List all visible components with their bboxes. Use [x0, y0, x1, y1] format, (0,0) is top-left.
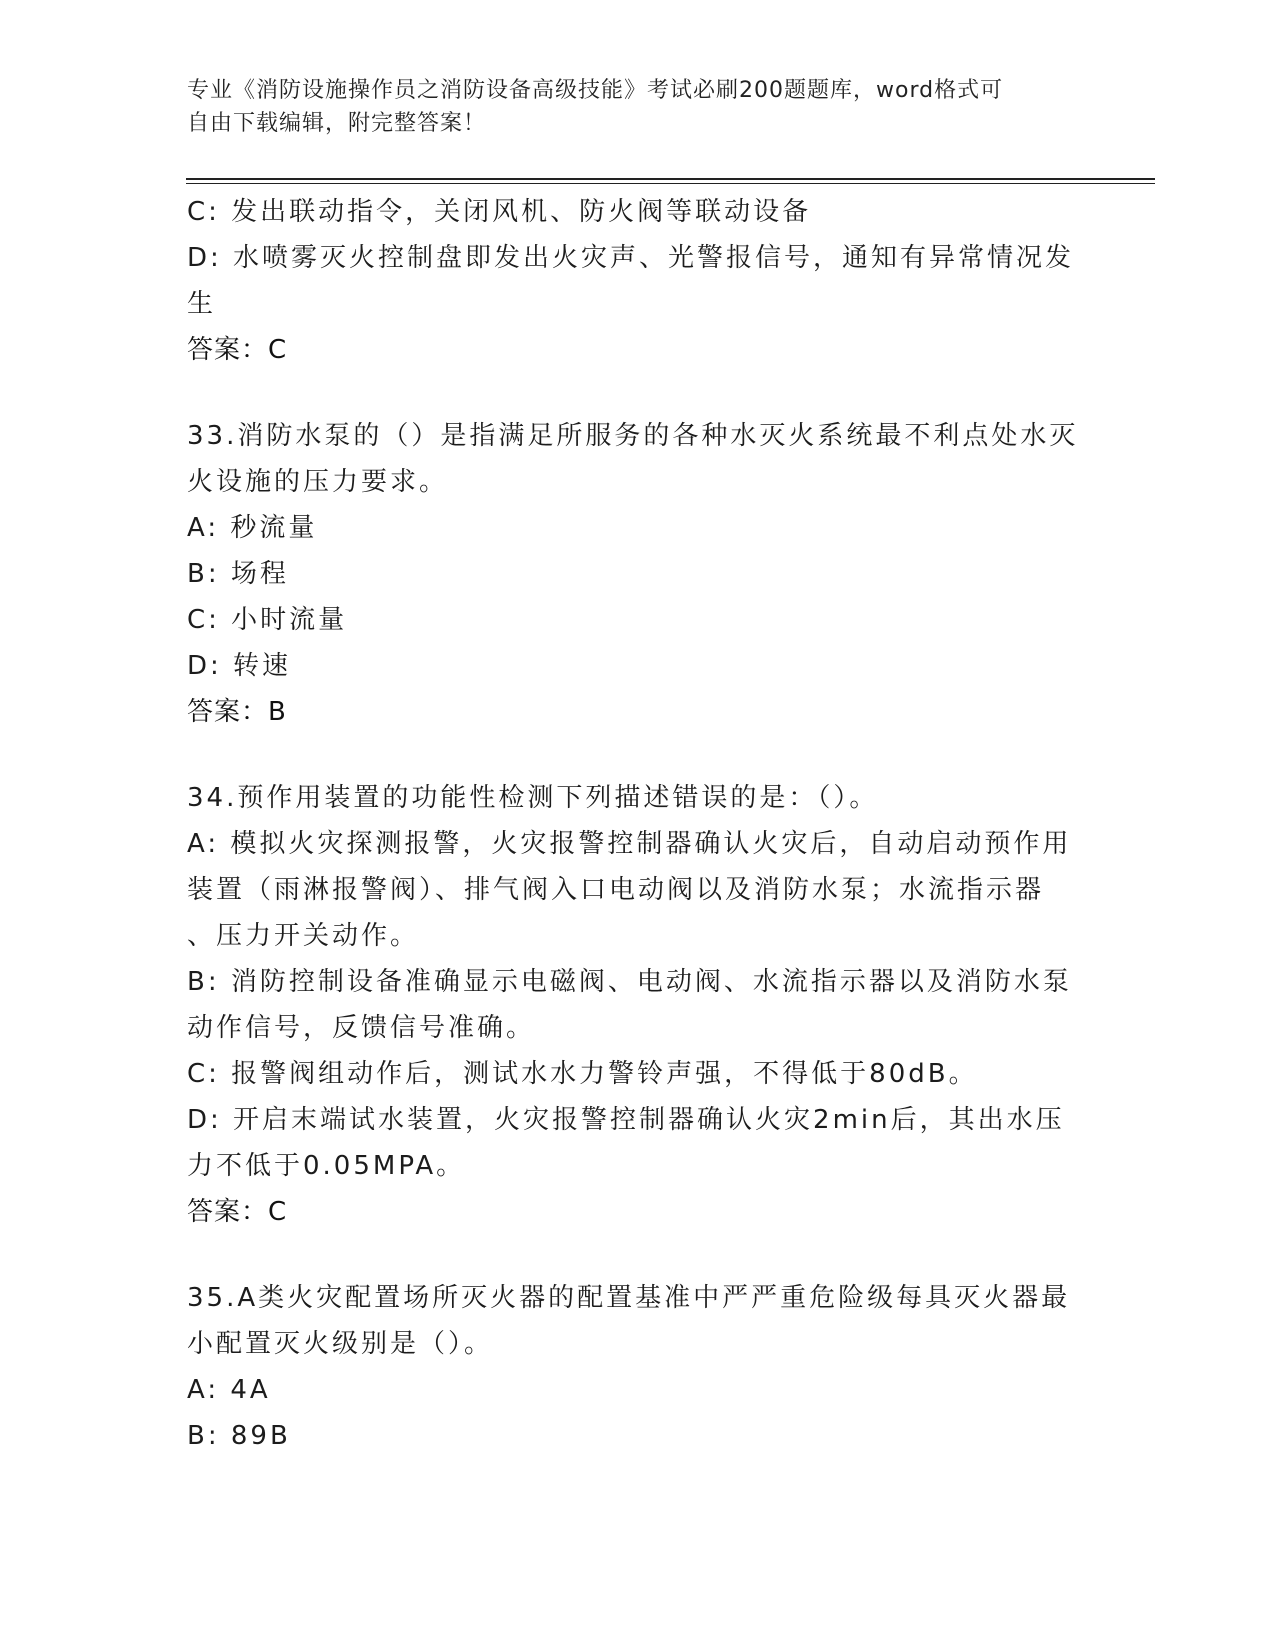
answer: 答案：C: [187, 335, 288, 365]
question-33: [187, 413, 1087, 735]
option-c: C: 报警阀组动作后，测试水水力警铃声强，不得低于80dB。: [187, 1059, 978, 1089]
option-c: C: 小时流量: [187, 605, 348, 635]
option-a: A: 秒流量: [187, 513, 318, 543]
header-title-line-2: 自由下载编辑，附完整答案！: [187, 111, 487, 136]
option-a: A: 4A: [187, 1375, 271, 1405]
option-a-line-2: 装置（雨淋报警阀）、排气阀入口电动阀以及消防水泵；水流指示器: [187, 875, 1045, 905]
option-d-line-2: 生: [187, 289, 217, 319]
question-stem-line-2: 小配置灭火级别是（）。: [187, 1329, 494, 1359]
question-34: [187, 775, 1087, 1235]
option-d-line-1: D: 开启末端试水装置，火灾报警控制器确认火灾2min后，其出水压: [187, 1105, 1065, 1135]
header-title-line-1: 专业《消防设施操作员之消防设备高级技能》考试必刷200题题库，word格式可: [187, 78, 1004, 103]
question-stem: 34.预作用装置的功能性检测下列描述错误的是：（）。: [187, 783, 879, 813]
question-32-continued: [187, 189, 1087, 373]
header-divider-thick: [186, 178, 1155, 180]
option-b: B: 场程: [187, 559, 289, 589]
option-a-line-1: A: 模拟火灾探测报警，火灾报警控制器确认火灾后，自动启动预作用: [187, 829, 1072, 859]
header-divider-thin: [186, 183, 1155, 184]
answer: 答案：C: [187, 1197, 288, 1227]
option-d-line-1: D: 水喷雾灭火控制盘即发出火灾声、光警报信号，通知有异常情况发: [187, 243, 1075, 273]
document-body: [187, 189, 1087, 1459]
option-a-line-3: 、压力开关动作。: [187, 921, 420, 951]
question-stem-line-1: 35.A类火灾配置场所灭火器的配置基准中严严重危险级每具灭火器最: [187, 1283, 1071, 1313]
option-b-line-2: 动作信号，反馈信号准确。: [187, 1013, 536, 1043]
question-stem-line-2: 火设施的压力要求。: [187, 467, 449, 497]
answer: 答案：B: [187, 697, 287, 727]
option-c: C: 发出联动指令，关闭风机、防火阀等联动设备: [187, 197, 812, 227]
question-stem-line-1: 33.消防水泵的（）是指满足所服务的各种水灭火系统最不利点处水灭: [187, 421, 1079, 451]
option-b-line-1: B: 消防控制设备准确显示电磁阀、电动阀、水流指示器以及消防水泵: [187, 967, 1072, 997]
option-b: B: 89B: [187, 1421, 291, 1451]
document-header: [187, 74, 1067, 140]
option-d: D: 转速: [187, 651, 292, 681]
option-d-line-2: 力不低于0.05MPA。: [187, 1151, 466, 1181]
question-35: [187, 1275, 1087, 1459]
